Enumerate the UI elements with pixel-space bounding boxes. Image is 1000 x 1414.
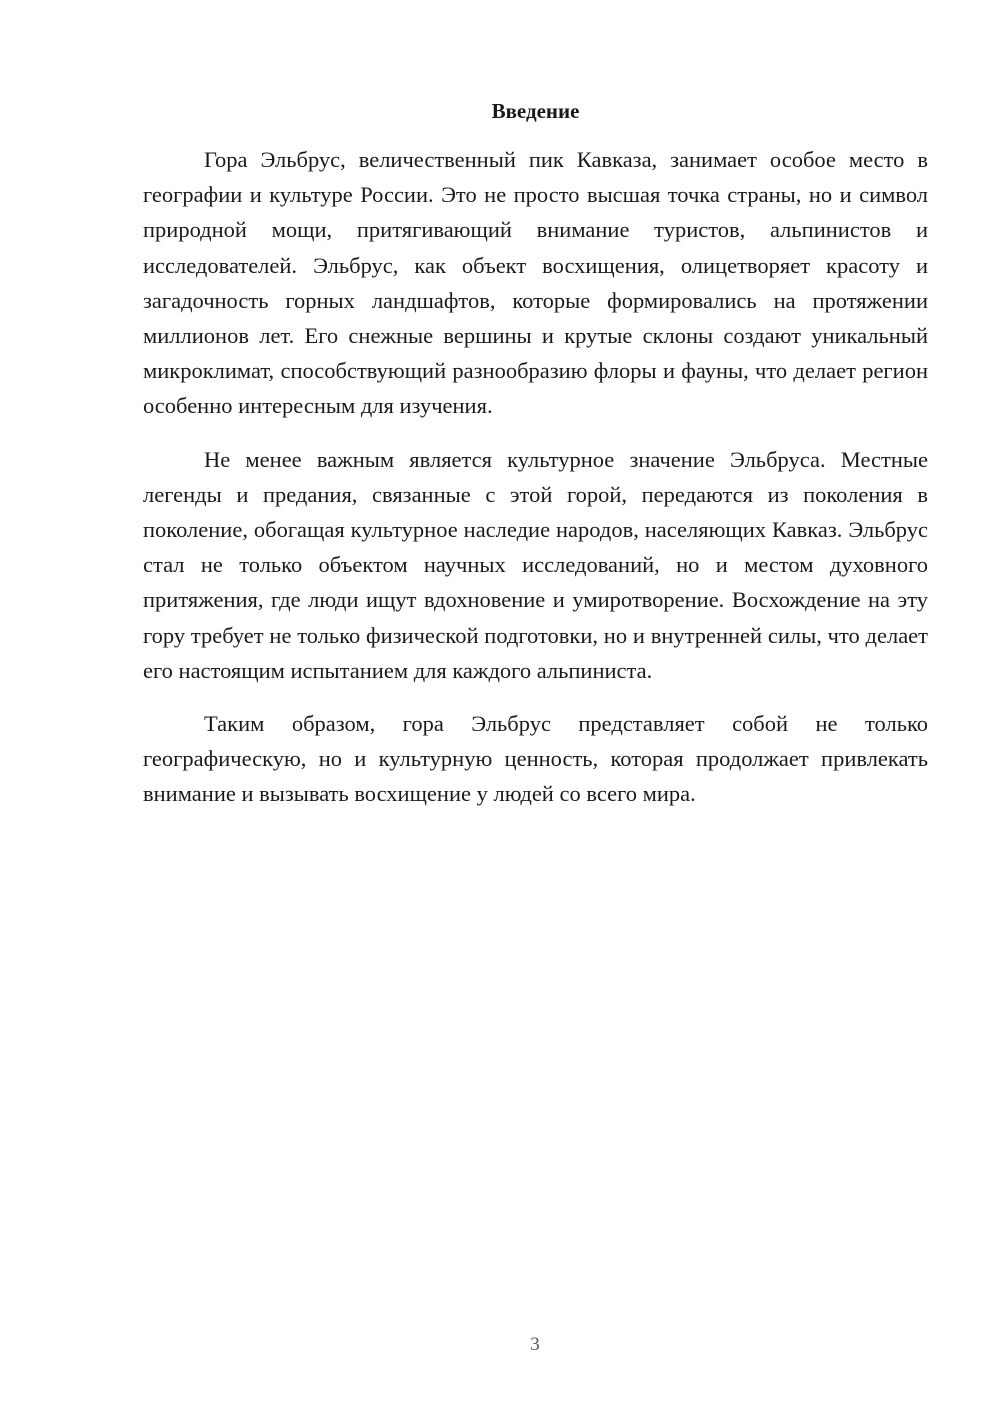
paragraph-1: Гора Эльбрус, величественный пик Кавказа, занимает особое место в географии и культуре России. Это не просто высшая точка страны, но и символ природной мощи, притягивающий внимание туристов, альпинистов и исследователей. Эльбрус, как объект восхищения, олицетворяет красоту и загадочность горных ландшафтов, которые формировались на протяжении миллионов лет. Его снежные вершины и крутые склоны создают уникальный микроклимат, способствующий разнообразию флоры и фауны, что делает регион особенно интересным для изучения.	[143, 147, 928, 419]
paragraph-2: Не менее важным является культурное значение Эльбруса. Местные легенды и предания, связанные с этой горой, передаются из поколения в поколение, обогащая культурное наследие народов, населяющих Кавказ. Эльбрус стал не только объектом научных исследований, но и местом духовного притяжения, где люди ищут вдохновение и умиротворение. Восхождение на эту гору требует не только физической подготовки, но и внутренней силы, что делает его настоящим испытанием для каждого альпиниста.	[143, 446, 928, 683]
body-text	[143, 142, 928, 830]
section-title: Введение	[491, 99, 580, 123]
page-number: 3	[530, 1334, 540, 1355]
paragraph-3: Таким образом, гора Эльбрус представляет собой не только географическую, но и культурную ценность, которая продолжает привлекать внимание и вызывать восхищение у людей со всего мира.	[143, 711, 928, 807]
